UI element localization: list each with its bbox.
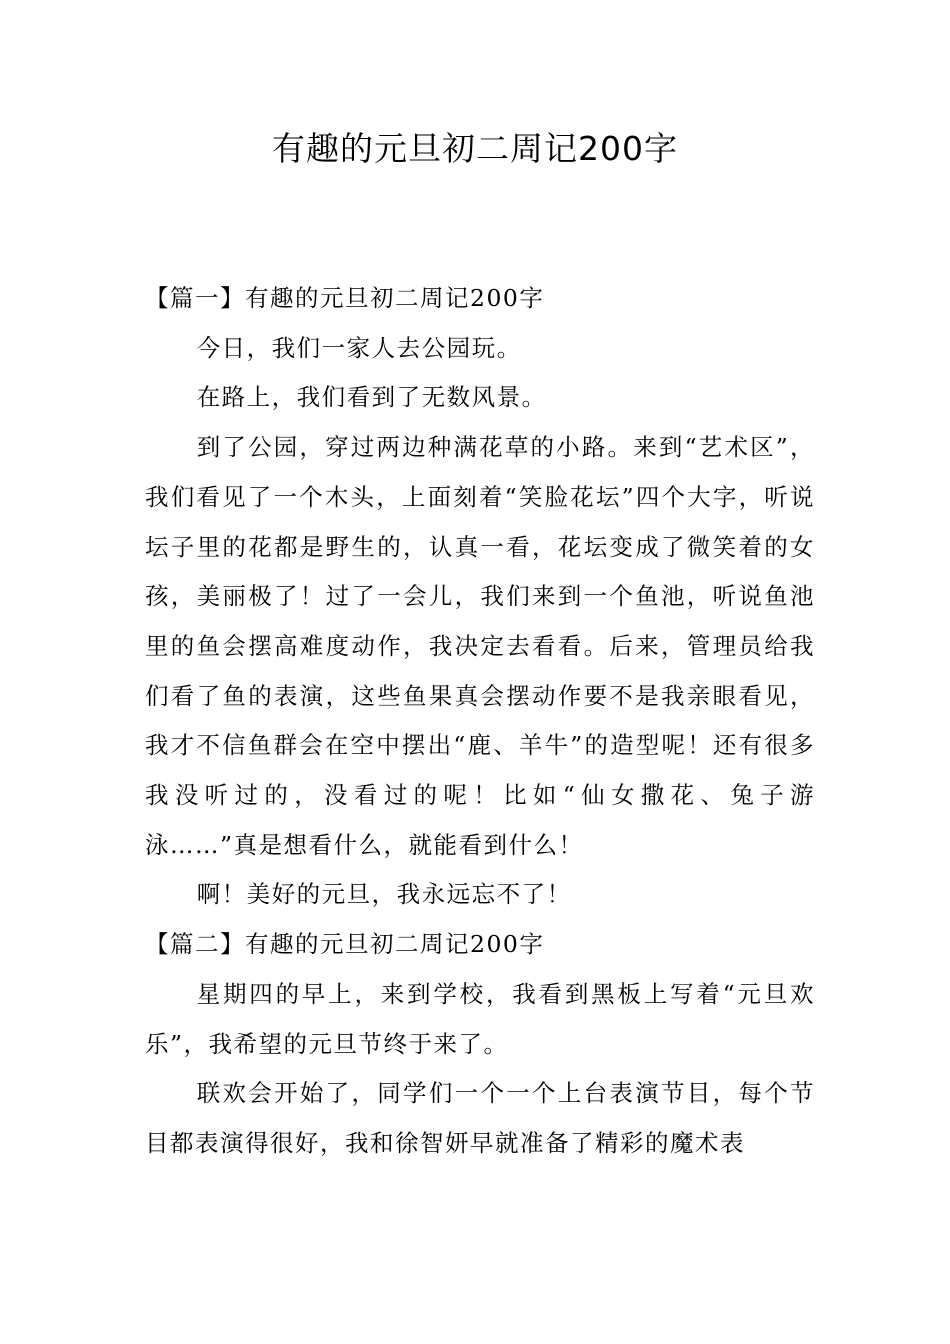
paragraph: 星期四的早上，来到学校，我看到黑板上写着“元旦欢乐”，我希望的元旦节终于来了。 [145,979,815,1058]
paragraph: 到了公园，穿过两边种满花草的小路。来到“艺术区”，我们看见了一个木头，上面刻着“笑脸花坛”四个大字，听说坛子里的花都是野生的，认真一看，花坛变成了微笑着的女孩，美丽极了！过了一会儿，我们来到一个鱼池，听说鱼池里的鱼会摆高难度动作，我决定去看看。后来，管理员给我们看了鱼的表演，这些鱼果真会摆动作要不是我亲眼看见，我才不信鱼群会在空中摆出“鹿、羊牛”的造型呢！还有很多我没听过的，没看过的呢！比如“仙女撒花、兔子游泳……”真是想看什么，就能看到什么！ [145,433,815,859]
section-heading: 【篇二】有趣的元旦初二周记200字 [145,930,545,959]
paragraph: 今日，我们一家人去公园玩。 [196,333,522,362]
paragraph: 联欢会开始了，同学们一个一个上台表演节目，每个节目都表演得很好，我和徐智妍早就准备了精彩的魔术表 [145,1079,815,1157]
document-title: 有趣的元旦初二周记200字 [272,129,678,168]
section-heading: 【篇一】有趣的元旦初二周记200字 [145,284,545,312]
paragraph: 啊！美好的元旦，我永远忘不了！ [196,880,572,909]
document-body [145,274,815,1169]
paragraph: 在路上，我们看到了无数风景。 [196,383,547,412]
